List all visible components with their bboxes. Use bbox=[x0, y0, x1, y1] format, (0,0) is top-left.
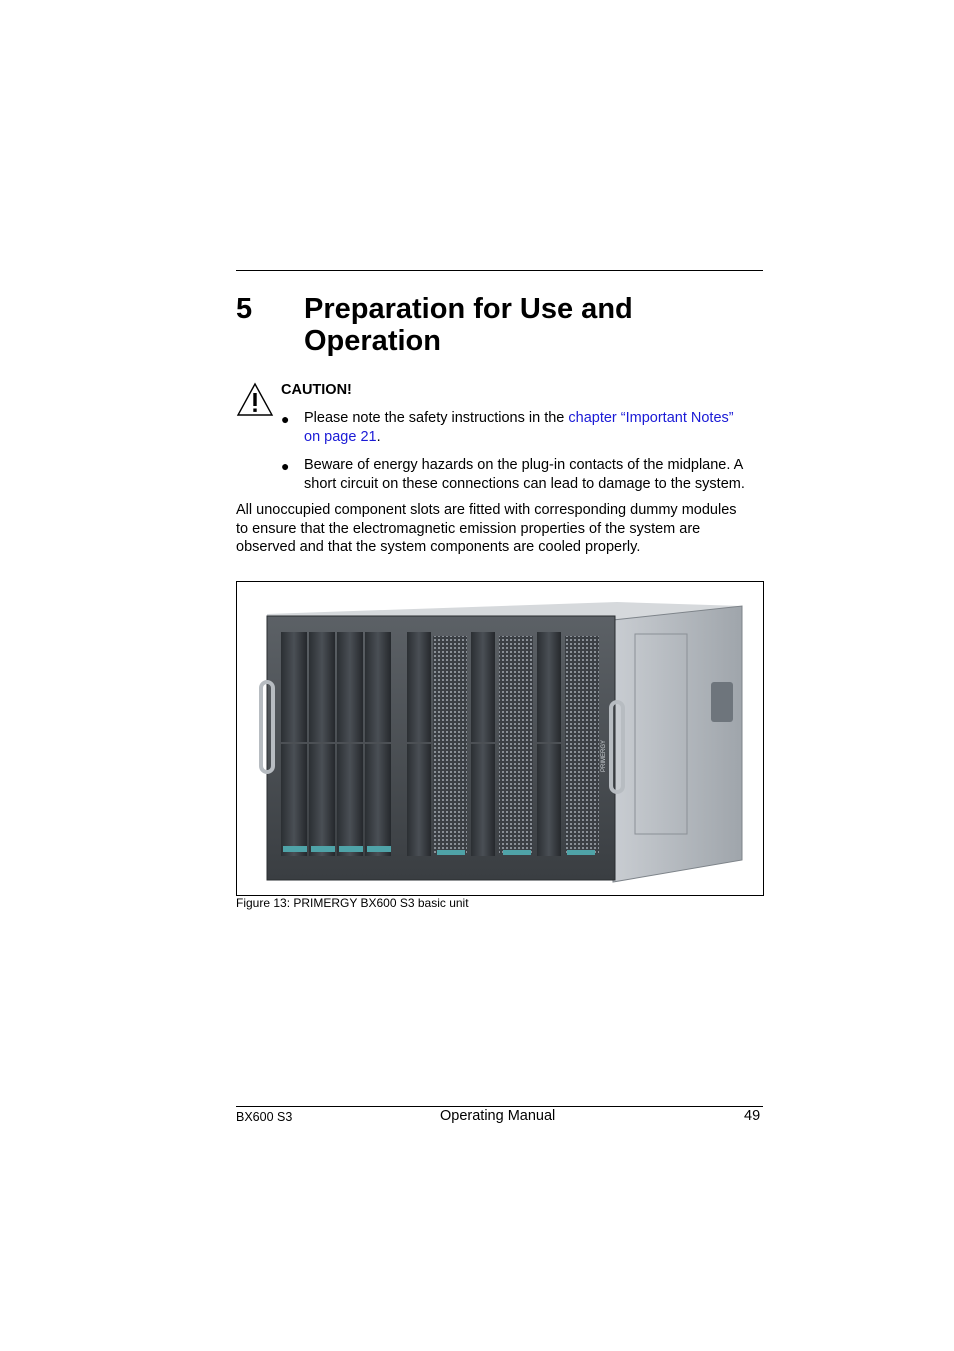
chassis-brand-label: PRIMERGY bbox=[601, 739, 607, 772]
dummy-modules bbox=[433, 636, 599, 854]
page-number: 49 bbox=[744, 1108, 761, 1124]
bullet-2-line1: Beware of energy hazards on the plug-in contacts of the midplane. A bbox=[304, 457, 744, 473]
bullet-1-text bbox=[304, 409, 774, 446]
footer-rule bbox=[236, 1106, 763, 1107]
body-paragraph bbox=[236, 501, 766, 557]
chapter-title bbox=[304, 293, 724, 357]
server-chassis-image bbox=[237, 582, 763, 895]
footer-product: BX600 S3 bbox=[236, 1110, 293, 1124]
caution-label: CAUTION! bbox=[281, 382, 352, 398]
chapter-title-line2: Operation bbox=[304, 325, 441, 357]
header-rule bbox=[236, 270, 763, 271]
bullet-2-line2: short circuit on these connections can lead to damage to the system. bbox=[304, 475, 745, 492]
bullet-1-text-after: . bbox=[376, 428, 381, 445]
bullet-2-glyph: ● bbox=[281, 458, 290, 474]
footer-title: Operating Manual bbox=[440, 1108, 556, 1124]
chapter-number: 5 bbox=[236, 293, 253, 325]
warning-icon bbox=[236, 382, 274, 418]
bullet-2-text bbox=[304, 456, 774, 493]
figure-caption: Figure 13: PRIMERGY BX600 S3 basic unit bbox=[236, 896, 469, 910]
important-notes-link[interactable]: chapter “Important Notes” bbox=[568, 410, 734, 426]
body-line2: to ensure that the electromagnetic emission properties of the system are bbox=[236, 520, 701, 537]
body-line1: All unoccupied component slots are fitted with corresponding dummy modules bbox=[236, 502, 737, 518]
page-21-link[interactable]: on page 21 bbox=[304, 428, 377, 445]
body-line3: observed and that the system components are cooled properly. bbox=[236, 539, 641, 555]
figure-frame bbox=[236, 581, 764, 896]
bullet-1-text-before: Please note the safety instructions in the bbox=[304, 410, 569, 426]
bullet-1-glyph: ● bbox=[281, 411, 290, 427]
chapter-title-line1: Preparation for Use and bbox=[304, 293, 633, 325]
